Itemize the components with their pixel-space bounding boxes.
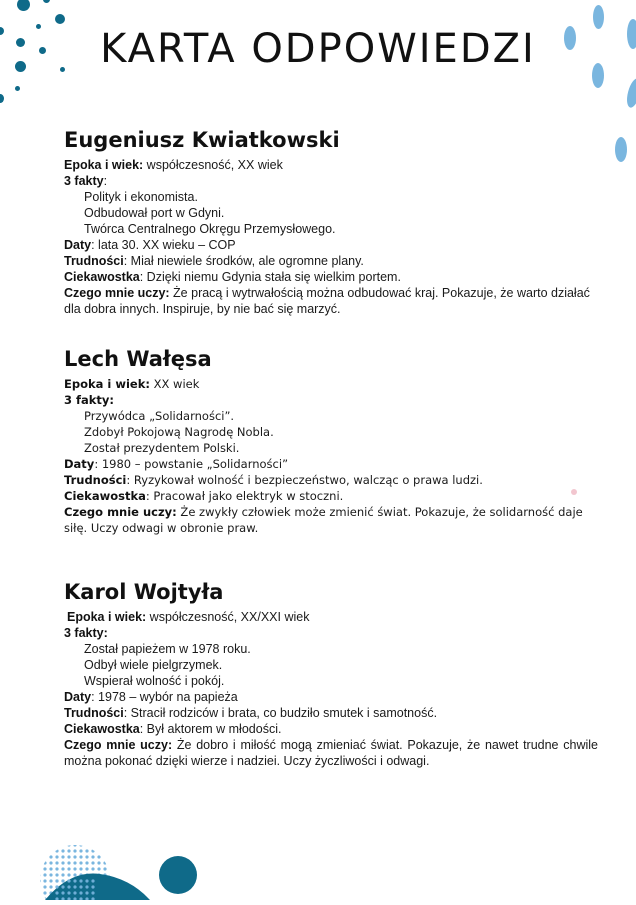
epoch-line: Epoka i wiek: współczesność, XX/XXI wiek (67, 610, 310, 624)
person-card-kwiatkowski (64, 128, 598, 317)
difficulties-line: Trudności: Stracił rodziców i brata, co budziło smutek i samotność. (64, 706, 438, 720)
lesson-line: Czego mnie uczy: Że pracą i wytrwałością można odbudować kraj. Pokazuje, że warto działać dla dobra innych. Inspiruje, by nie bać się marzyć. (64, 286, 590, 316)
difficulties-line: Trudności: Miał niewiele środków, ale ogromne plany. (64, 254, 364, 268)
curiosity-line: Ciekawostka: Był aktorem w młodości. (64, 722, 282, 736)
fact-item: Wspierał wolność i pokój. (84, 674, 225, 688)
curiosity-line: Ciekawostka: Dzięki niemu Gdynia stała się wielkim portem. (64, 270, 401, 284)
facts-label: 3 fakty: (64, 626, 108, 640)
epoch-line: Epoka i wiek: XX wiek (64, 377, 200, 391)
facts-label: 3 fakty: (64, 174, 108, 188)
fact-item: Przywódca „Solidarności”. (84, 409, 235, 423)
epoch-line: Epoka i wiek: współczesność, XX wiek (64, 158, 283, 172)
person-card-wojtyla (64, 580, 598, 769)
decor-bottom-left (0, 830, 240, 900)
lesson-line: Czego mnie uczy: Że zwykły człowiek może zmienić świat. Pokazuje, że solidarność daje siłę. Uczy odwagi w obronie praw. (64, 505, 583, 535)
fact-item: Zdobył Pokojową Nagrodę Nobla. (84, 425, 274, 439)
lesson-line: Czego mnie uczy: Że dobro i miłość mogą zmieniać świat. Pokazuje, że nawet trudne chwile można pokonać dzięki wierze i nadziei. Uczy życzliwości i odwagi. (64, 738, 598, 768)
curiosity-line: Ciekawostka: Pracował jako elektryk w stoczni. (64, 489, 344, 503)
fact-item: Odbył wiele pielgrzymek. (84, 658, 223, 672)
fact-item: Twórca Centralnego Okręgu Przemysłowego. (84, 222, 336, 236)
dates-line: Daty: 1980 – powstanie „Solidarności” (64, 457, 289, 471)
dates-line: Daty: lata 30. XX wieku – COP (64, 238, 236, 252)
difficulties-line: Trudności: Ryzykował wolność i bezpieczeństwo, walcząc o prawa ludzi. (64, 473, 483, 487)
person-name: Karol Wojtyła (64, 580, 224, 604)
person-name: Eugeniusz Kwiatkowski (64, 128, 340, 152)
page-title: KARTA ODPOWIEDZI (100, 26, 536, 72)
fact-item: Został papieżem w 1978 roku. (84, 642, 251, 656)
fact-item: Został prezydentem Polski. (84, 441, 240, 455)
fact-item: Polityk i ekonomista. (84, 190, 198, 204)
person-card-walesa (64, 347, 598, 536)
dates-line: Daty: 1978 – wybór na papieża (64, 690, 238, 704)
decor-pink-dot (571, 489, 577, 495)
fact-item: Odbudował port w Gdyni. (84, 206, 225, 220)
facts-label: 3 fakty: (64, 393, 115, 407)
person-name: Lech Wałęsa (64, 347, 212, 371)
